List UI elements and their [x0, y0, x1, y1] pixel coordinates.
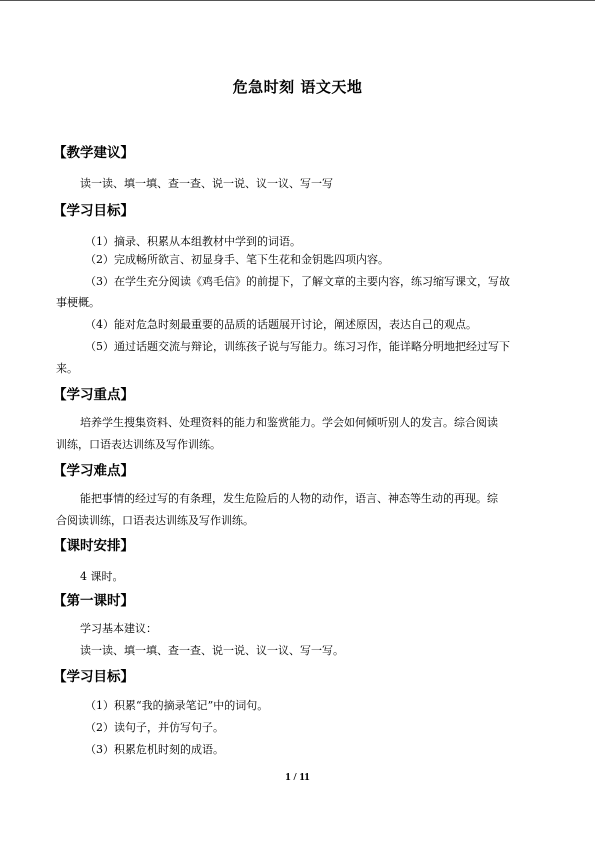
lesson-one-goal-item: （3）积累危机时刻的成语。 — [85, 743, 224, 756]
lesson-one-goal-item: （2）读句子，并仿写句子。 — [85, 721, 224, 734]
page-title: 危急时刻 语文天地 — [232, 78, 363, 96]
learning-goal-item: 来。 — [56, 362, 78, 375]
learning-goal-item: （2）完成畅所欲言、初显身手、笔下生花和金钥匙四项内容。 — [85, 253, 389, 266]
lesson-one-line: 学习基本建议： — [80, 622, 157, 635]
page-number: 1 / 11 — [285, 771, 310, 783]
top-border — [0, 0, 595, 1]
lesson-one-goal-item: （1）积累“我的摘录笔记”中的词句。 — [85, 699, 269, 712]
difficulties-line: 合阅读训练，口语表达训练及写作训练。 — [56, 514, 254, 527]
difficulties-line: 能把事情的经过写的有条理，发生危险后的人物的动作，语言、神态等生动的再现。综 — [80, 492, 498, 505]
key-points-line: 培养学生搜集资料、处理资料的能力和鉴赏能力。学会如何倾听别人的发言。综合阅读 — [80, 416, 498, 429]
learning-goal-item: （4）能对危急时刻最重要的品质的话题展开讨论，阐述原因，表达自己的观点。 — [85, 318, 477, 331]
section-heading-schedule: 【课时安排】 — [53, 538, 134, 554]
section-heading-lesson-one: 【第一课时】 — [53, 593, 134, 609]
section-heading-lesson-one-goals: 【学习目标】 — [53, 669, 134, 685]
learning-goal-item: （3）在学生充分阅读《鸡毛信》的前提下，了解文章的主要内容，练习缩写课文，写故 — [85, 275, 510, 288]
learning-goal-item: （5）通过话题交流与辩论，训练孩子说与写能力。练习习作，能详略分明地把经过写下 — [85, 340, 510, 353]
section-heading-teaching-suggestion: 【教学建议】 — [53, 145, 134, 161]
key-points-line: 训练，口语表达训练及写作训练。 — [56, 438, 221, 451]
teaching-suggestion-text: 读一读、填一填、查一查、说一说、议一议、写一写 — [80, 177, 333, 190]
section-heading-key-points: 【学习重点】 — [53, 387, 134, 403]
schedule-text: 4 课时。 — [80, 570, 124, 583]
learning-goal-item: 事梗概。 — [56, 296, 100, 309]
section-heading-difficulties: 【学习难点】 — [53, 463, 134, 479]
section-heading-learning-goals: 【学习目标】 — [53, 203, 134, 219]
lesson-one-line: 读一读、填一填、查一查、说一说、议一议、写一写。 — [80, 644, 344, 657]
learning-goal-item: （1）摘录、积累从本组教材中学到的词语。 — [85, 235, 301, 248]
